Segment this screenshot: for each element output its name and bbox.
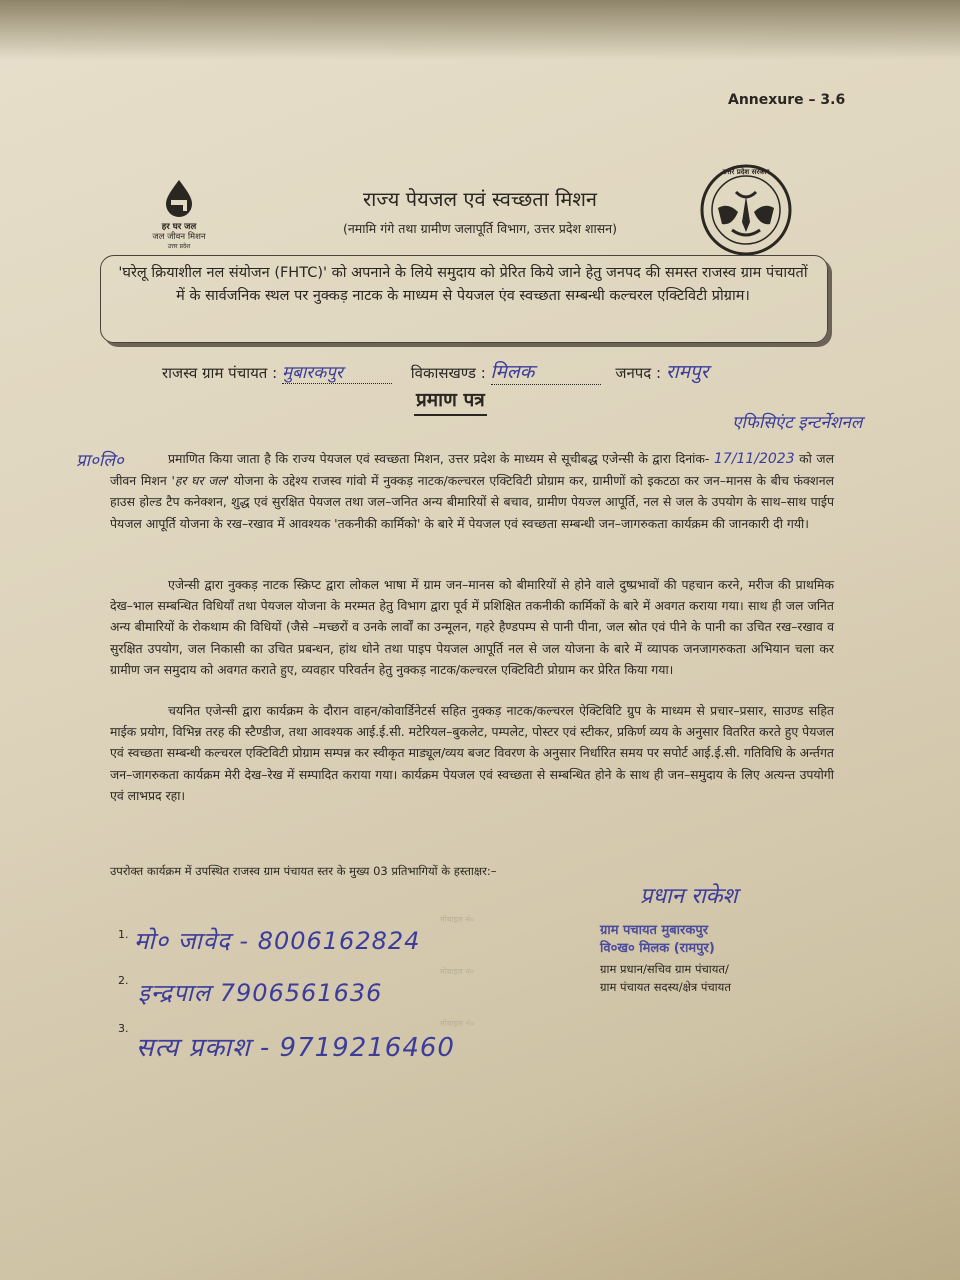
program-banner-text: 'घरेलू क्रियाशील नल संयोजन (FHTC)' को अपनाने के लिये समुदाय को प्रेरित किये जाने हेतु जनपद की समस्त राजस्व ग्राम पंचायतों में के सार्वजनिक स्थल पर नुक्कड़ नाटक के माध्यम से पेयजल एंव स्वच्छता सम्बन्धी कल्चरल एक्टिविटी प्रोग्राम।: [118, 265, 808, 304]
annexure-label: Annexure – 3.6: [728, 92, 846, 108]
district-label: जनपद :: [615, 364, 662, 382]
role-line-1: ग्राम प्रधान/सचिव ग्राम पंचायत/: [600, 962, 729, 976]
signature-block: [600, 880, 800, 996]
seal-line-2: वि०ख० मिलक (रामपुर): [600, 941, 715, 956]
participant-number-3: 3.: [118, 1022, 129, 1035]
p1-text-b: के द्वारा दिनांक-: [638, 451, 710, 466]
paragraph-3: चयनित एजेन्सी द्वारा कार्यक्रम के दौरान वाहन/कोवार्डिनेटर्स सहित नुक्कड़ नाटक/कल्चरल ऐक्टिविटि ग्रुप के माध्यम से प्रचार–प्रसार, साउण्ड सहित माईक प्रयोग, विभिन्न तरह की स्टैण्डीज, तथा आवश्यक आई.ई.सी. मटेरियल–बुकलेट, पम्पलेट, पोस्टर एवं स्टीकर, प्रकिर्ण व्यय के अनुसार वितरित करते हुए पेयजल एवं स्वच्छता सम्बन्धी कल्चरल एक्टिविटी प्रोग्राम सम्पन्न कर स्वीकृत माड्यूल/व्यय बजट विवरण के अनुसार निर्धारित समय पर सपोर्ट आई.ई.सी. गतिविधि के अर्न्तगत जन–जागरुकता कार्यक्रम मेरी देख–रेख में सम्पादित कराया गया। कार्यक्रम पेयजल एवं स्वच्छता से सम्बन्धित होने के साथ ही जन–समुदाय के लिए अत्यन्त उपयोगी एवं लाभप्रद रहा।: [110, 703, 834, 803]
participant-number-2: 2.: [118, 974, 129, 987]
participant-number-1: 1.: [118, 928, 129, 941]
logo-line-2: जल जीवन मिशन: [152, 232, 206, 242]
faint-label-3: मोबाइल नं०: [440, 1019, 474, 1028]
program-date-handwritten: 17/11/2023: [713, 451, 795, 467]
participant-3: सत्य प्रकाश - 9719216460: [136, 1033, 455, 1063]
paragraph-2: एजेन्सी द्वारा नुक्कड़ नाटक स्क्रिप्ट द्वारा लोकल भाषा में ग्राम जन–मानस को बीमारियों से होने वाले दुष्प्रभावों की पहचान करने, मरीज की प्राथमिक देख–भाल सम्बन्धित विधियाँ तथा पेयजल योजना के मरम्मत हेतु विभाग द्वारा पूर्व में प्रशिक्षित तकनीकी कार्मिकों के बारे में अवगत कराया गया। साथ ही जल जनित अन्य बीमारियों के रोकथाम की विधियों (जैसे –मच्छरों व उनके लार्वों का उन्मूलन, गहरे हैण्डपम्प से पानी पीना, जल स्रोत एवं पीने के पानी का उचित रख–रखाव व सुरक्षित उपयोग, जल निकासी का उचित प्रबन्धन, हांथ धोने तथा पाइप पेयजल आपूर्ति नल से जल योजना के बारे में व्यापक जनजागरुकता अभियान चला कर ग्रामीण जन समुदाय को अवगत कराते हुए, व्यवहार परिवर्तन हेतु नुक्कड़ नाटक/कल्चरल एक्टिविटी प्रोग्राम कर प्रेरित किया गया।: [110, 577, 834, 677]
agency-suffix-handwritten: प्रा०लि०: [76, 451, 124, 471]
gp-label: राजस्व ग्राम पंचायत :: [162, 364, 278, 382]
block-value: मिलक: [491, 358, 601, 385]
p1-quote: 'हर घर जल': [171, 473, 230, 489]
district-value: रामपुर: [665, 361, 709, 383]
faint-label-2: मोबाइल नं०: [440, 967, 474, 976]
logo-line-3: उत्तर प्रदेश: [167, 243, 191, 250]
participant-1: मो० जावेद - 8006162824: [134, 927, 421, 955]
participant-2: इन्द्रपाल 7906561636: [138, 979, 383, 1007]
certificate-title: प्रमाण पत्र: [414, 386, 487, 416]
paragraph-1: [110, 448, 834, 534]
mission-title: राज्य पेयजल एवं स्वच्छता मिशन: [362, 187, 598, 211]
p1-text-d: योजना के उद्देश्य राजस्व गांवो में नुक्कड़ नाटक/कल्चरल एक्टिविटी प्रोग्राम कर, ग्रामीणों को इकटठा कर जन–मानस के बीच फंक्शनल हाउस होल्ड टैप कनेक्शन, शुद्ध एवं सुरक्षित पेयजल तथा जल–जनित अन्य बीमारियों से बचाव, ग्रामीण पेयज्ल आपूर्ति, नल से जल के उपयोग के साथ–साथ पाईप पेयजल आपूर्ति योजना के रख–रखाव में आवश्यक 'तकनीकी कार्मिको' के बारे में पेयजल एवं स्वच्छता सम्बन्धी जन–जागरुकता कार्यक्रम की जानकारी दी गयी।: [110, 473, 834, 531]
agency-name-handwritten: एफिसिएंट इन्टर्नेशनल: [732, 413, 863, 433]
location-line: [162, 358, 709, 385]
mission-subtitle: (नमामि गंगे तथा ग्रामीण जलापूर्ति विभाग, उत्तर प्रदेश शासन): [342, 221, 617, 236]
gp-value: मुबारकपुर: [282, 360, 392, 384]
seal-line-1: ग्राम पचायत मुबारकपुर: [600, 923, 709, 938]
p1-text-c: को जल जीवन मिशन: [110, 451, 834, 489]
block-label: विकासखण्ड :: [410, 364, 486, 382]
role-line-2: ग्राम पंचायत सदस्य/क्षेत्र पंचायत: [600, 980, 731, 994]
signature-handwritten: प्रधान राकेश: [640, 884, 738, 909]
emblem-text: उत्तर प्रदेश सरकार: [722, 168, 770, 176]
p1-text-a: प्रमाणित किया जाता है कि राज्य पेयजल एवं स्वच्छता मिशन, उत्तर प्रदेश के माध्यम से सूचीबद्ध एजेन्सी: [168, 451, 634, 466]
top-shadow: [0, 0, 960, 60]
participants-note: उपरोक्त कार्यक्रम में उपस्थित राजस्व ग्राम पंचायत स्तर के मुख्य 03 प्रतिभागियों के हस्ताक्षर:–: [110, 864, 497, 878]
logo-line-1: हर घर जल: [161, 222, 197, 232]
faint-label-1: मोबाइल नं०: [440, 915, 474, 924]
